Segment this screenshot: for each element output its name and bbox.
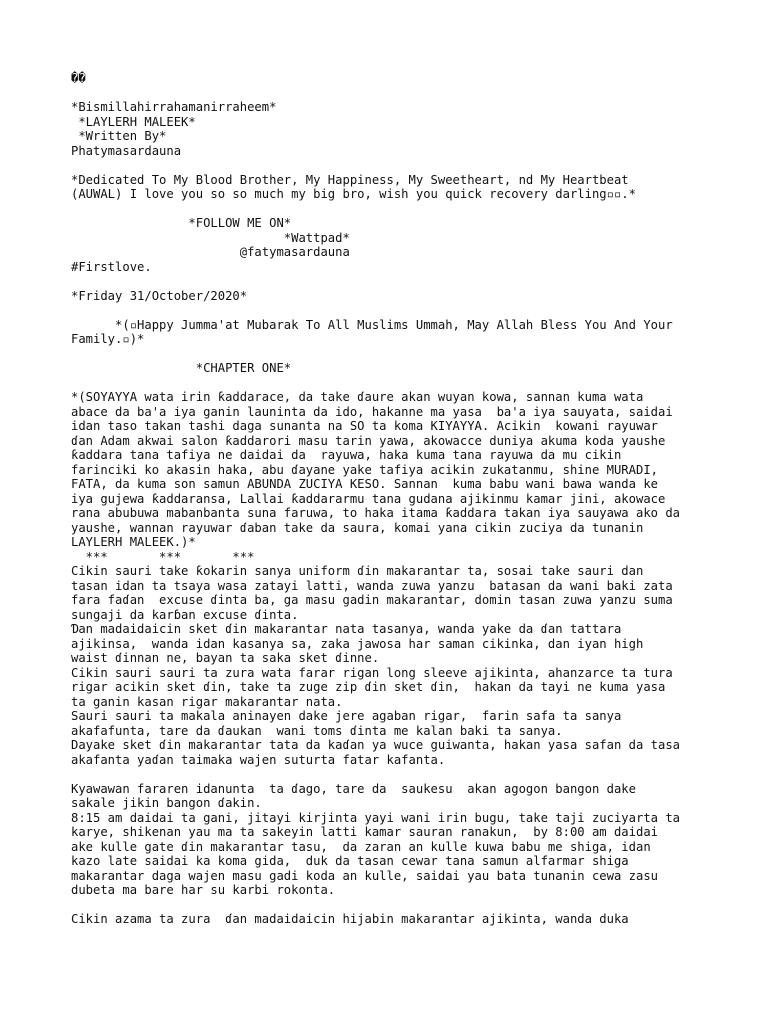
document-line: abace da ba'a iya ganin launinta da ido, hakanne ma yasa ba'a iya sauyata, saidai — [71, 404, 673, 419]
document-line: *Friday 31/October/2020* — [71, 288, 248, 303]
document-line: karye, shikenan yau ma ta sakeyin latti kamar sauran ranakun, by 8:00 am daidai — [71, 825, 658, 839]
document-line: Ɗan madaidaicin sket ɗin makarantar nata tasanya, wanda yake da ɗan tattara — [71, 622, 622, 636]
document-line: *** *** *** — [71, 549, 255, 564]
document-line — [71, 898, 731, 913]
document-line: fara faɗan excuse ɗinta ba, ga masu gadin makarantar, domin tasan zuwa yanzu suma — [71, 593, 673, 607]
document-line: tasan idan ta tsaya wasa zatayi latti, wanda zuwa yanzu batasan da wani baki zata — [71, 578, 673, 593]
document-line — [71, 376, 731, 391]
document-line: *FOLLOW ME ON* — [71, 216, 292, 230]
document-line: akafanta yaɗan taimaka wajen suturta fatar kafanta. — [71, 752, 446, 767]
document-line: *Wattpad* — [71, 230, 350, 245]
document-line: *CHAPTER ONE* — [71, 361, 292, 375]
document-line: *(SOYAYYA wata irin ƙaddarace, da take ɗaure akan wuyan kowa, sannan kuma wata — [71, 390, 644, 404]
document-line: *Dedicated To My Blood Brother, My Happiness, My Sweetheart, nd My Heartbeat — [71, 172, 629, 187]
document-line: rana abubuwa mabanbanta suna faruwa, to haka itama ƙaddara takan iya sauyawa ako da — [71, 506, 681, 520]
document-line: (AUWAL) I love you so so much my big bro, wish you quick recovery darling▫▫.* — [71, 187, 636, 201]
document-line: akafafunta, tare da ɗaukan wani toms ɗinta me kalan baki ta sanya. — [71, 723, 563, 738]
document-line — [71, 274, 731, 289]
document-line: Dayake sket ɗin makarantar tata da kaɗan ya wuce guiwanta, hakan yasa safan da tasa — [71, 738, 681, 752]
document-line: FATA, da kuma son samun ABUNDA ZUCIYA KESO. Sannan kuma babu wani bawa wanda ke — [71, 477, 658, 491]
document-line: Kyawawan fararen idanunta ta ɗago, tare da saukesu akan agogon bangon dake — [71, 781, 636, 796]
document-line: ake kulle gate ɗin makarantar tasu, da zaran an kulle kuwa babu me shiga, idan — [71, 839, 651, 854]
document-line: ɗan Adam akwai salon ƙaddarori masu tarin yawa, akowacce duniya akuma koda yaushe — [71, 433, 666, 448]
document-line: *Written By* — [71, 129, 167, 143]
document-line: *(▫Happy Jumma'at Mubarak To All Muslims Ummah, May Allah Bless You And Your — [71, 317, 673, 332]
document-line: iya gujewa ƙaddaransa, Lallai ƙaddararmu tana gudana ajikinmu kamar jini, akowace — [71, 491, 666, 506]
document-line: ajikinsa, wanda idan kasanya sa, zaka jawosa har saman cikinka, dan iyan high — [71, 636, 644, 651]
document-line: ta ganin kasan rigar makarantar nata. — [71, 694, 343, 709]
document-line: yaushe, wannan rayuwar ɗaban take da saura, komai yana cikin zuciya da tunanin — [71, 520, 644, 535]
document-line — [71, 767, 731, 782]
document-line: kazo late saidai ka koma gida, duk da tasan cewar tana samun alfarmar shiga — [71, 854, 629, 868]
document-line: farinciki ko akasin haka, abu ɗayane yake tafiya acikin zukatanmu, shine MURADI, — [71, 462, 658, 477]
document-line — [71, 303, 731, 318]
document-line — [71, 158, 731, 173]
document-line: idan taso takan tashi daga sunanta na SO ta koma KIYAYYA. Acikin kowani rayuwar — [71, 419, 658, 433]
document-line: Cikin azama ta zura ɗan madaidaicin hijabin makarantar ajikinta, wanda duka — [71, 912, 629, 926]
document-line: sungaji da karɓan excuse ɗinta. — [71, 607, 299, 622]
document-line: @fatymasardauna — [71, 245, 350, 259]
document-line: �� — [71, 71, 86, 85]
document-line: Sauri sauri ta makala aninayen dake jere agaban rigar, farin safa ta sanya — [71, 709, 622, 723]
document-line: waist ɗinnan ne, bayan ta saka sket ɗinne. — [71, 651, 380, 665]
document-line: ƙaddara tana tafiya ne daidai da rayuwa, haka kuma tana rayuwa da mu cikin — [71, 448, 622, 462]
document-line: Family.▫)* — [71, 332, 145, 346]
document-line: LAYLERH MALEEK.)* — [71, 535, 196, 549]
document-line: rigar acikin sket ɗin, take ta zuge zip ɗin sket ɗin, hakan da tayi ne kuma yasa — [71, 680, 666, 694]
document-line: Cikin sauri take ƙokarin sanya uniform ɗin makarantar ta, sosai take sauri dan — [71, 564, 644, 578]
document-line: *LAYLERH MALEEK* — [71, 114, 196, 129]
document-line: *Bismillahirrahamanirraheem* — [71, 100, 277, 114]
document-body — [71, 71, 731, 927]
document-line: dubeta ma bare har su karbi rokonta. — [71, 883, 336, 897]
document-line — [71, 202, 731, 217]
document-line — [71, 86, 731, 101]
document-line: Cikin sauri sauri ta zura wata farar rigan long sleeve ajikinta, ahanzarce ta tura — [71, 665, 673, 680]
document-line: makarantar daga wajen masu gadi koda an kulle, saidai yau bata tunanin cewa zasu — [71, 868, 658, 883]
document-line: Phatymasardauna — [71, 143, 182, 158]
document-line: sakale jikin bangon ɗakin. — [71, 796, 262, 810]
document-line — [71, 347, 731, 362]
document-line: #Firstlove. — [71, 259, 152, 274]
document-line: 8:15 am daidai ta gani, jitayi kirjinta yayi wani irin bugu, take taji zuciyarta ta — [71, 810, 681, 825]
